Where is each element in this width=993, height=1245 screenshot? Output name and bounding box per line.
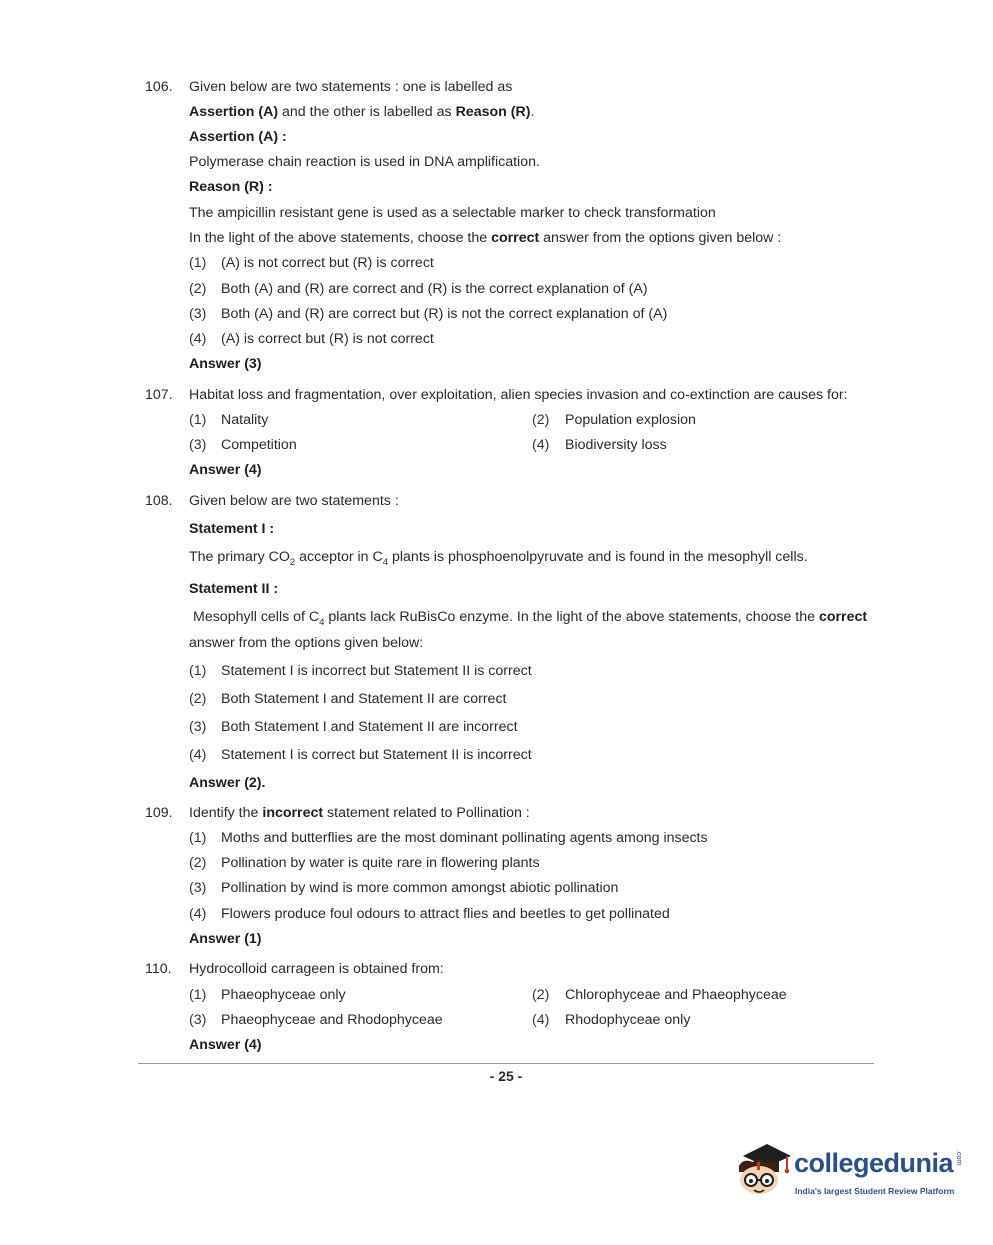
assertion-text: Polymerase chain reaction is used in DNA amplification. [189,154,540,170]
option-number: (1) [189,987,207,1003]
option-text: Statement I is correct but Statement II is incorrect [221,747,532,763]
q110-number: 110. [145,961,172,977]
option-number: (2) [532,987,550,1003]
assertion-term: Assertion (A) [189,104,279,120]
statement-2-text-line2: answer from the options given below: [189,635,424,651]
reason-text: The ampicillin resistant gene is used as a selectable marker to check transformation [189,205,716,221]
option-number: (3) [189,306,207,322]
page-number: - 25 - [489,1068,523,1084]
option-text: Statement I is incorrect but Statement II is correct [221,663,532,679]
option-number: (4) [532,1012,550,1028]
footer-divider [138,1063,874,1064]
q108-answer: Answer (2). [189,775,266,791]
option-text: Pollination by water is quite rare in flowering plants [221,855,540,871]
collegedunia-logo[interactable] [733,1140,963,1205]
statement-1-text: The primary $CO_2$ acceptor in $C_4$ plants is phosphoenolpyruvate and is found in the mesophyll cells. [189,549,808,568]
reason-label: Reason (R) : [189,179,273,195]
q107-answer: Answer (4) [189,462,262,478]
q106-number: 106. [145,79,173,95]
option-text: Biodiversity loss [565,437,667,453]
option-text: Phaeophyceae and Rhodophyceae [221,1012,443,1028]
option-text: Competition [221,437,297,453]
q109-question: Identify the incorrect statement related to Pollination : [189,805,530,821]
intro-mid: and the other is labelled as [282,104,452,120]
q108-intro: Given below are two statements : [189,493,399,509]
option-number: (4) [532,437,550,453]
option-number: (1) [189,663,207,679]
option-text: Rhodophyceae only [565,1012,691,1028]
reason-term: Reason (R) [455,104,531,120]
option-number: (2) [189,691,207,707]
option-text: Pollination by wind is more common amongst abiotic pollination [221,880,619,896]
option-number: (2) [189,855,207,871]
option-text: (A) is not correct but (R) is correct [221,255,434,271]
q107-number: 107. [145,387,173,403]
mascot-icon [733,1140,793,1205]
option-number: (2) [189,281,207,297]
statement-2-text: Mesophyll cells of $C_4$ plants lack RuBisCo enzyme. In the light of the above statements, choose the correct [193,609,868,628]
option-text: Both Statement I and Statement II are incorrect [221,719,518,735]
logo-brand-text: collegedunia [794,1148,954,1178]
option-number: (3) [189,719,207,735]
statement-2-label: Statement II : [189,581,279,597]
q110-question: Hydrocolloid carrageen is obtained from: [189,961,444,977]
option-number: (3) [189,1012,207,1028]
option-text: Natality [221,412,269,428]
option-text: Both (A) and (R) are correct but (R) is not the correct explanation of (A) [221,306,668,322]
option-number: (4) [189,906,207,922]
q106-instruction: In the light of the above statements, choose the correct answer from the options given below : [189,230,782,246]
option-text: Phaeophyceae only [221,987,346,1003]
logo-tagline: India's largest Student Review Platform [795,1186,955,1196]
logo-domain: .com [955,1150,962,1166]
option-text: Both Statement I and Statement II are correct [221,691,507,707]
q106-intro: Given below are two statements : one is labelled as [189,79,513,95]
option-number: (2) [532,412,550,428]
option-number: (1) [189,830,207,846]
assertion-label: Assertion (A) : [189,129,287,145]
q109-answer: Answer (1) [189,931,262,947]
q106-intro-line2: Assertion (A) and the other is labelled as Reason (R). [189,104,535,120]
q108-number: 108. [145,493,173,509]
option-text: (A) is correct but (R) is not correct [221,331,434,347]
option-number: (1) [189,412,207,428]
option-text: Population explosion [565,412,696,428]
option-number: (1) [189,255,207,271]
q107-question: Habitat loss and fragmentation, over exploitation, alien species invasion and co-extinction are causes for: [189,387,848,403]
option-text: Both (A) and (R) are correct and (R) is the correct explanation of (A) [221,281,648,297]
q109-number: 109. [145,805,173,821]
q110-answer: Answer (4) [189,1037,262,1053]
option-number: (3) [189,437,207,453]
option-text: Chlorophyceae and Phaeophyceae [565,987,787,1003]
option-number: (3) [189,880,207,896]
option-text: Moths and butterflies are the most dominant pollinating agents among insects [221,830,708,846]
q106-answer: Answer (3) [189,356,262,372]
statement-1-label: Statement I : [189,521,275,537]
option-number: (4) [189,747,207,763]
option-text: Flowers produce foul odours to attract flies and beetles to get pollinated [221,906,670,922]
option-number: (4) [189,331,207,347]
